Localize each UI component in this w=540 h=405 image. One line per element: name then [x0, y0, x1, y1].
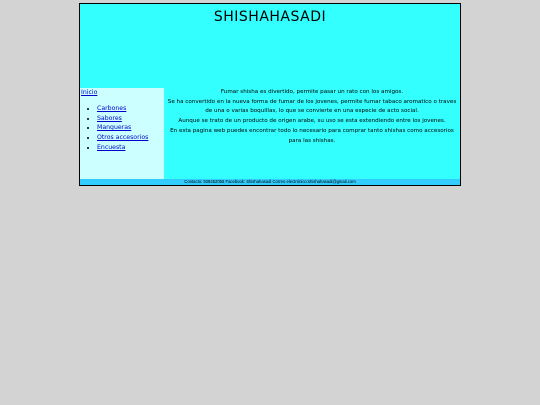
nav-link-carbones[interactable]: Carbones [97, 105, 127, 112]
nav-link-encuesta[interactable]: Encuesta [97, 143, 126, 151]
nav-item-mangueras [97, 123, 148, 133]
purpose-paragraph: En esta pagina web puedes encontrar todo lo necesario para comprar tanto shishas como accesorios para las shishas. [170, 127, 454, 144]
nav-item-sabores [97, 114, 148, 124]
nav-item-encuesta [97, 143, 148, 153]
nav-link-inicio[interactable]: Inicio [81, 89, 98, 96]
origin-paragraph: Aunque se trato de un producto de origen arabe, su uso se esta extendiendo entre los jovenes. [178, 118, 446, 125]
footer-contact: Contacto: 928452056 Facebook: Shishahasadi Correo electrónico:shishahasadi@gmail.com [80, 179, 460, 185]
nav-item-carbones [97, 104, 148, 114]
nav-link-otros-accesorios[interactable]: Otros accesorios [97, 134, 149, 142]
intro-paragraph: Fumar shisha es divertido, permite pasar un rato con los amigos. [220, 89, 404, 95]
nav-list [80, 104, 148, 152]
nav-link-mangueras[interactable]: Mangueras [97, 124, 132, 132]
nav-link-sabores[interactable]: Sabores [97, 114, 122, 122]
nav-item-otros-accesorios [97, 133, 148, 143]
main-content [164, 88, 460, 179]
sidebar-nav [80, 88, 164, 179]
site-title: SHISHAHASADI [213, 9, 327, 25]
header [80, 4, 460, 88]
description-paragraph: Se ha convertido en la nueva forma de fumar de los jovenes, permite fumar tabaco aromatico o traves de una o varias boquillas, lo que se convierte en una especie de acto social. [167, 98, 457, 115]
page-container [79, 3, 461, 186]
